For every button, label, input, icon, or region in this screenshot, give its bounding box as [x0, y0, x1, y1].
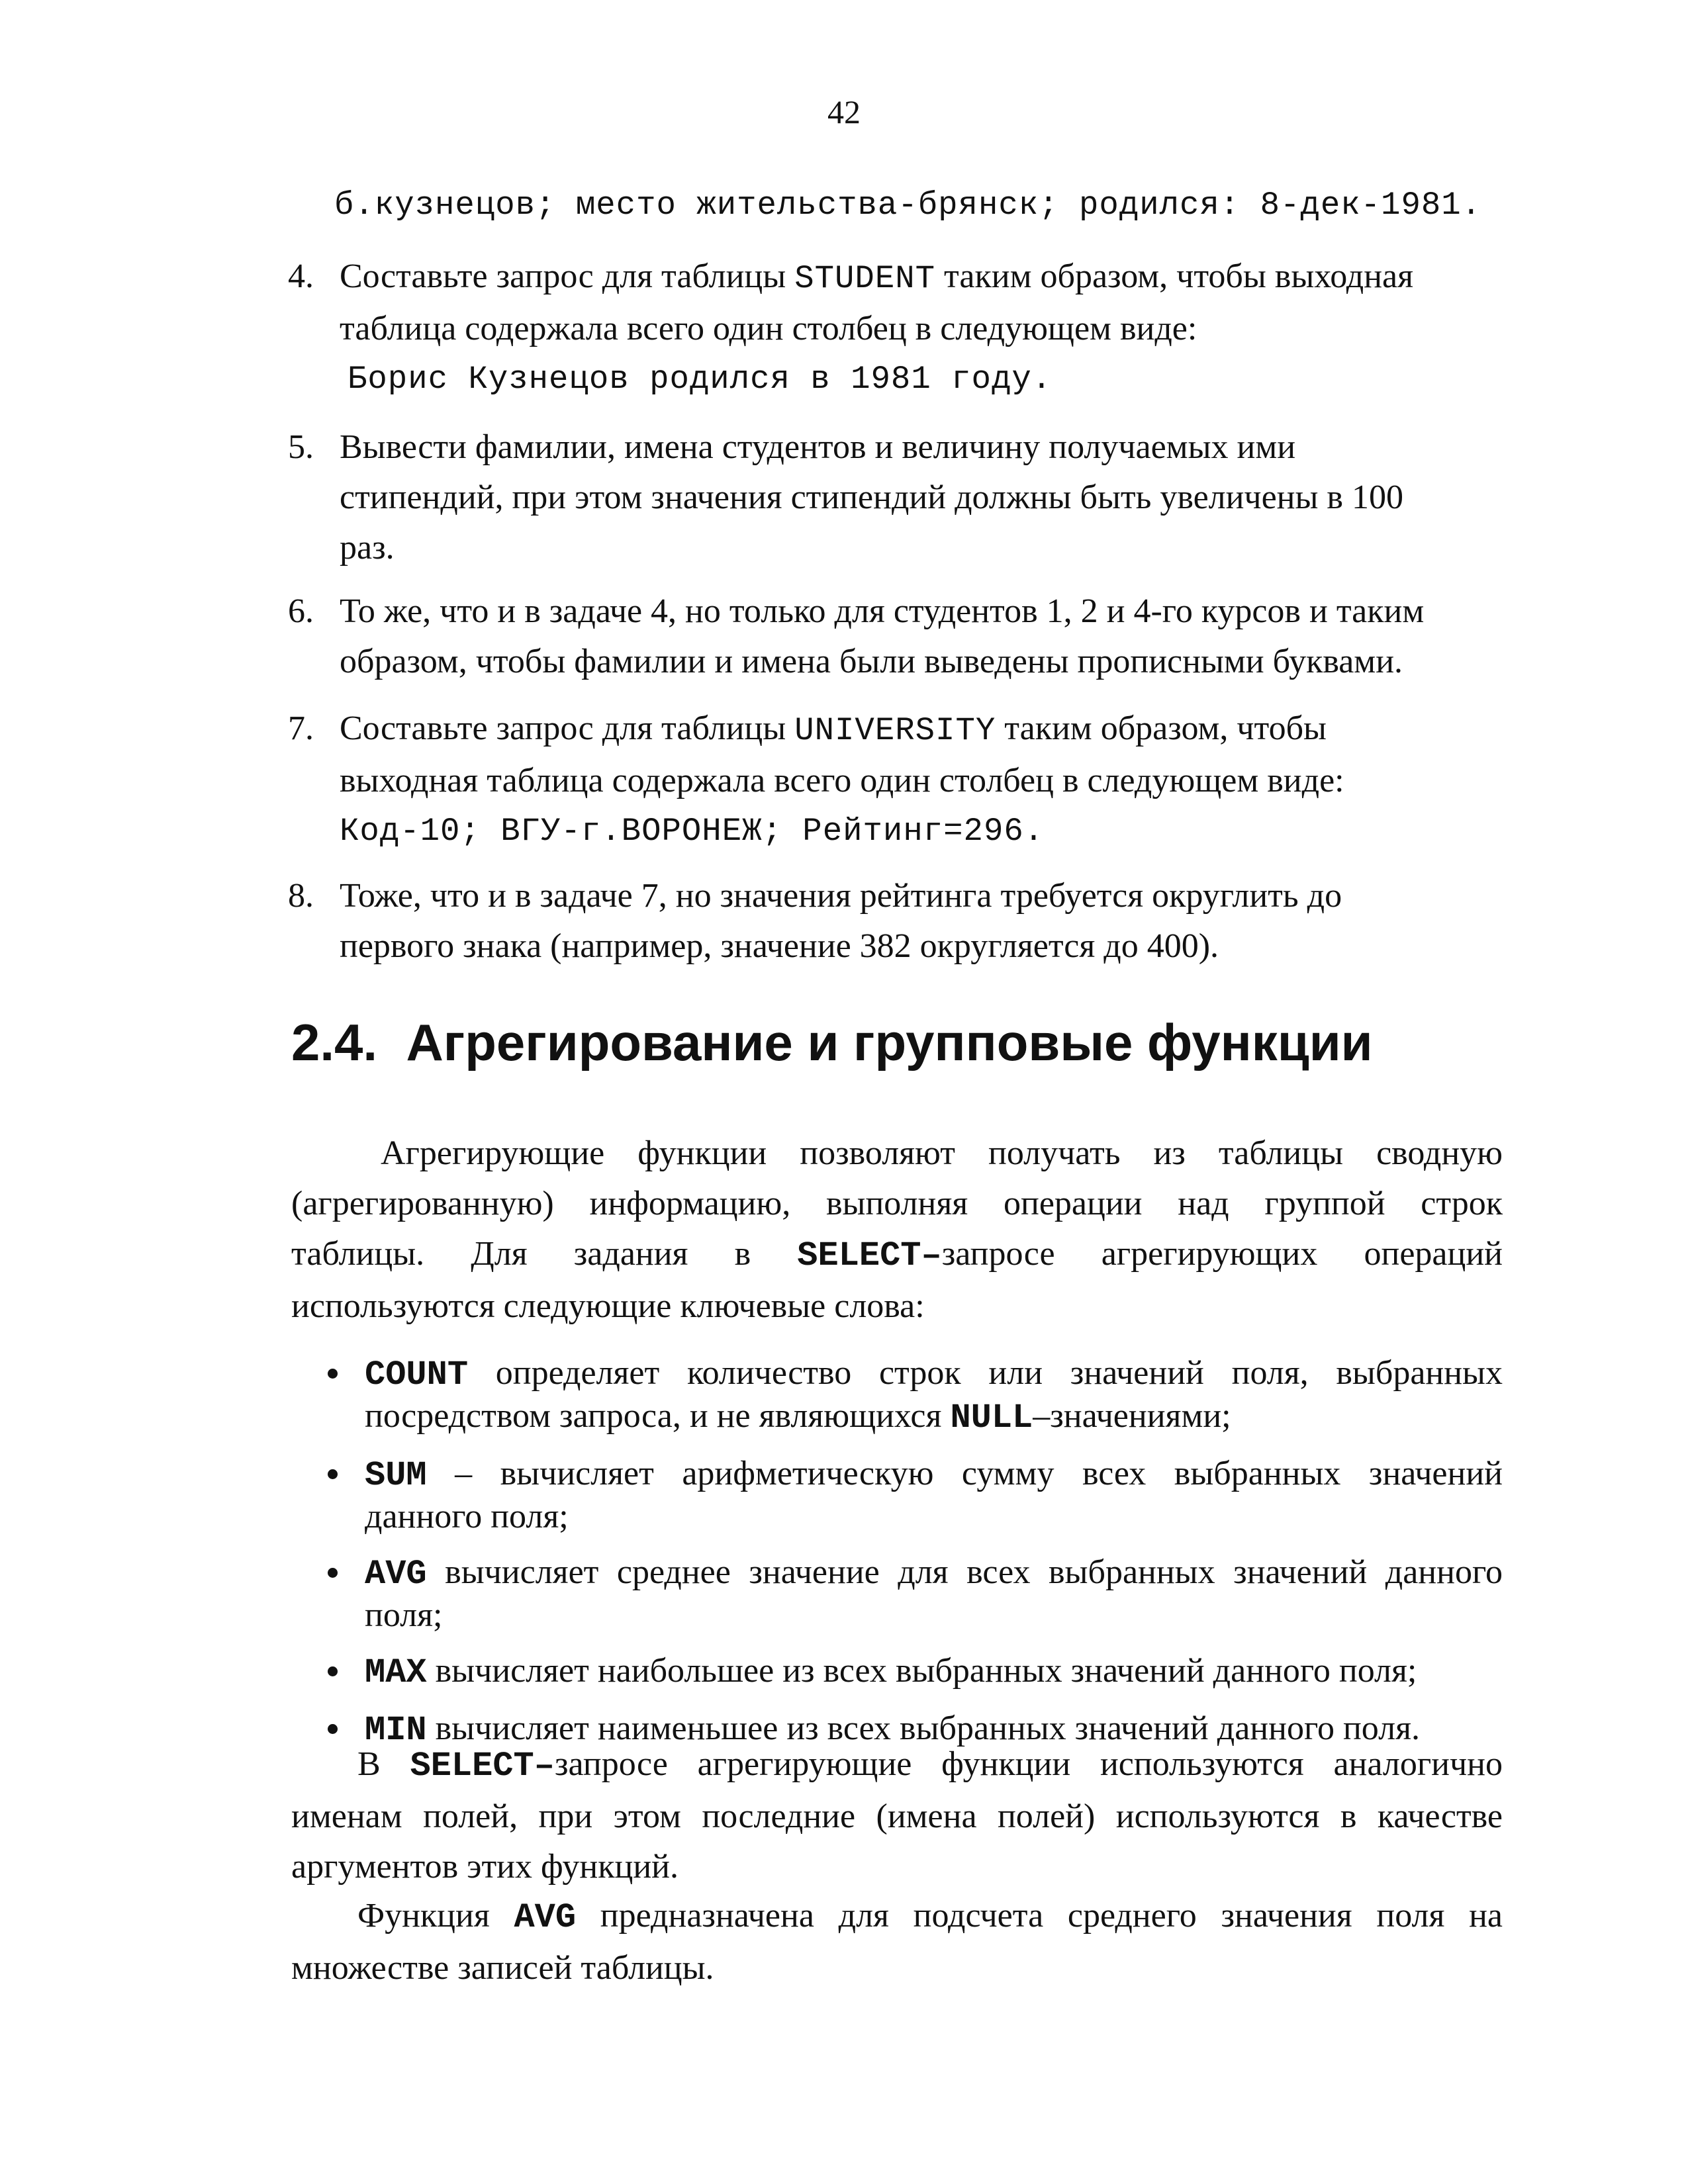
list-item [328, 1651, 1503, 1694]
task-number: 5. [288, 428, 314, 466]
section-heading [291, 1013, 1373, 1073]
bullet-icon [328, 1469, 338, 1479]
task-line: образом, чтобы фамилии и имена были выведены прописными буквами. [340, 643, 1403, 680]
item-line: MIN вычисляет наименьшее из всех выбранных значений данного поля. [365, 1709, 1420, 1750]
item-line: COUNT определяет количество строк или значений поля, выбранных [365, 1354, 1503, 1394]
list-item [328, 1353, 1503, 1439]
task-number: 7. [288, 709, 314, 747]
function-keyword: SUM [365, 1456, 427, 1495]
task-line: таблица содержала всего один столбец в следующем виде: [340, 310, 1197, 347]
paragraph-line: (агрегированную) информацию, выполняя операции над группой строк [291, 1185, 1503, 1222]
task-item [288, 871, 1506, 972]
section-title: Агрегирование и групповые функции [406, 1013, 1373, 1071]
paragraph-line: именам полей, при этом последние (имена полей) используются в качестве [291, 1797, 1503, 1835]
item-line: MAX вычисляет наибольшее из всех выбранных значений данного поля; [365, 1652, 1417, 1692]
task-line: первого знака (например, значение 382 округляется до 400). [340, 927, 1219, 965]
select-keyword: SELECT– [797, 1236, 942, 1275]
paragraph-line: В SELECT–запросе агрегирующие функции используются аналогично [357, 1745, 1503, 1786]
task-line: Вывести фамилии, имена студентов и величину получаемых ими [340, 428, 1296, 466]
item-line: AVG вычисляет среднее значение для всех выбранных значений данного [365, 1553, 1503, 1594]
bullet-icon [328, 1724, 338, 1734]
task-line: стипендий, при этом значения стипендий должны быть увеличены в 100 [340, 478, 1403, 516]
task-item [288, 704, 1506, 856]
task-item [288, 251, 1506, 404]
task-number: 8. [288, 877, 314, 915]
task-line: Составьте запрос для таблицы UNIVERSITY таким образом, чтобы [340, 709, 1327, 749]
avg-keyword: AVG [514, 1898, 577, 1937]
table-name-code: STUDENT [794, 260, 936, 297]
task-item [288, 586, 1506, 687]
select-usage-paragraph [291, 1739, 1503, 1892]
bullet-icon [328, 1369, 338, 1379]
example-output-code: Борис Кузнецов родился в 1981 году. [348, 361, 1053, 398]
task-number: 6. [288, 592, 314, 630]
item-line: SUM – вычисляет арифметическую сумму всех выбранных значений [365, 1455, 1503, 1495]
paragraph-line: таблицы. Для задания в SELECT–запросе агрегирующих операций [291, 1235, 1503, 1275]
task-item [288, 422, 1506, 573]
function-keyword: MAX [365, 1653, 427, 1692]
list-item [328, 1552, 1503, 1636]
function-keyword: COUNT [365, 1355, 469, 1394]
task-line: Тоже, что и в задаче 7, но значения рейтинга требуется округлить до [340, 877, 1342, 915]
task-number: 4. [288, 257, 314, 295]
paragraph-line: множестве записей таблицы. [291, 1949, 714, 1987]
item-line: данного поля; [365, 1498, 569, 1535]
paragraph-line: аргументов этих функций. [291, 1848, 679, 1886]
list-item [328, 1453, 1503, 1537]
page-number: 42 [827, 93, 861, 130]
bullet-icon [328, 1666, 338, 1676]
function-keyword: AVG [365, 1555, 427, 1594]
item-line: посредством запроса, и не являющихся NULL–значениями; [365, 1397, 1231, 1437]
task-line: То же, что и в задаче 4, но только для студентов 1, 2 и 4-го курсов и таким [340, 592, 1425, 630]
table-name-code: UNIVERSITY [794, 712, 996, 749]
paragraph-line: используются следующие ключевые слова: [291, 1287, 925, 1325]
bullet-icon [328, 1568, 338, 1578]
null-keyword: NULL [950, 1398, 1033, 1437]
task-line: Составьте запрос для таблицы STUDENT таким образом, чтобы выходная [340, 257, 1414, 297]
select-keyword: SELECT– [410, 1747, 555, 1786]
continuation-code-line: б.кузнецов; место жительства-брянск; родился: 8-дек-1981. [334, 187, 1482, 224]
task-line: выходная таблица содержала всего один столбец в следующем виде: [340, 762, 1344, 799]
section-number: 2.4. [291, 1013, 378, 1071]
item-line: поля; [365, 1596, 443, 1634]
task-line: раз. [340, 529, 395, 567]
intro-paragraph [291, 1128, 1503, 1332]
example-output-code: Код-10; ВГУ-г.ВОРОНЕЖ; Рейтинг=296. [340, 813, 1045, 850]
paragraph-line: Агрегирующие функции позволяют получать из таблицы сводную [381, 1134, 1503, 1172]
aggregate-functions-list [328, 1353, 1503, 1766]
avg-paragraph [291, 1891, 1503, 1993]
function-keyword: MIN [365, 1711, 427, 1750]
paragraph-line: Функция AVG предназначена для подсчета среднего значения поля на [357, 1897, 1503, 1937]
